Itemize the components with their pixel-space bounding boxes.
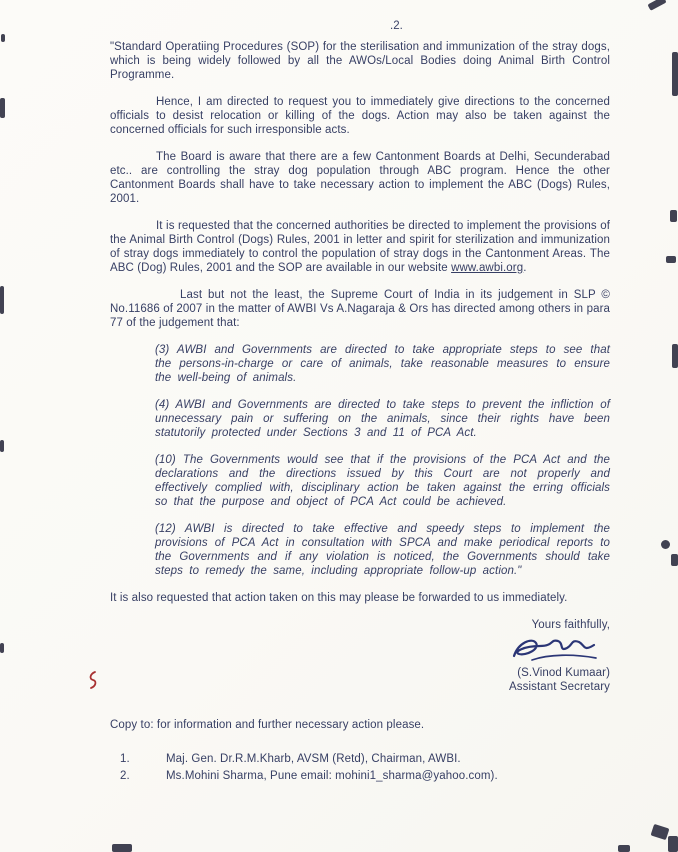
scan-artifact [672, 344, 678, 368]
scan-artifact [671, 554, 678, 566]
scan-artifact [1, 34, 5, 42]
copy-to-section [110, 718, 610, 783]
scan-artifact [661, 540, 670, 549]
signature-block [420, 618, 610, 694]
page-number: .2. [390, 20, 403, 32]
scan-artifact [668, 836, 678, 852]
signature-scribble [420, 634, 600, 666]
website-link[interactable]: www.awbi.org [451, 262, 524, 274]
copy-list-item-1 [120, 752, 610, 766]
judgement-quote-10: (10) The Governments would see that if the provisions of the PCA Act and the declarations and the directions issued by this Court are not properly and effectively complied with, disciplinary action be taken against the erring officials so that the purpose and object of PCA Act could be achieved. [155, 454, 610, 508]
scan-artifact [0, 286, 4, 314]
item-number: 2. [120, 770, 130, 782]
letter-body [110, 40, 610, 786]
red-pen-mark [86, 670, 100, 695]
paragraph-cantonment-boards: The Board is aware that there are a few Cantonment Boards at Delhi, Secunderabad etc.. are controlling the stray dog population through ABC program. Hence the other Cantonment Boards shall have to take necessary action to implement the ABC (Dogs) Rules, 2001. [110, 151, 610, 205]
item-number: 1. [120, 753, 130, 765]
scan-artifact [666, 256, 676, 263]
scan-artifact [618, 845, 630, 852]
paragraph-abc-rules [110, 219, 610, 275]
judgement-quote-4: (4) AWBI and Governments are directed to take steps to prevent the infliction of unnecessary pain or suffering on the animals, since their rights have been statutorily protected under Sections 3 and 11 of PCA Act. [155, 399, 610, 439]
scan-artifact [651, 824, 670, 840]
paragraph-abc-rules-period: . [523, 262, 527, 274]
scan-artifact [670, 210, 677, 222]
paragraph-sop: "Standard Operatiing Procedures (SOP) for the sterilisation and immunization of the stray dogs, which is being widely followed by all the AWOs/Local Bodies doing Animal Birth Control Programme. [110, 41, 610, 81]
item-text: Maj. Gen. Dr.R.M.Kharb, AVSM (Retd), Chairman, AWBI. [166, 753, 461, 765]
valediction: Yours faithfully, [531, 619, 610, 631]
item-text: Ms.Mohini Sharma, Pune email: mohini1_sharma@yahoo.com). [166, 770, 498, 782]
copy-to-list [120, 752, 610, 783]
scan-artifact [112, 844, 132, 852]
sender-title: Assistant Secretary [509, 681, 610, 693]
scan-artifact [0, 440, 4, 452]
paragraph-supreme-court: Last but not the least, the Supreme Court of India in its judgement in SLP © No.11686 of 2007 in the matter of AWBI Vs A.Nagaraja & Ors has directed among others in para 77 of the judgement that: [110, 289, 610, 329]
scan-artifact [0, 98, 5, 118]
judgement-quote-12: (12) AWBI is directed to take effective and speedy steps to implement the provisions of PCA Act in consultation with SPCA and make periodical reports to the Governments and if any violation is noticed, the Governments should take steps to remedy the same, including appropriate follow-up action." [155, 523, 610, 577]
paragraph-abc-rules-text: It is requested that the concerned authorities be directed to implement the provisions of the Animal Birth Control (Dogs) Rules, 2001 in letter and spirit for sterilization and immunization of stray dogs immediately to control the population of stray dogs in the Cantonment Areas. The ABC (Dog) Rules, 2001 and the SOP are available in our website [110, 220, 610, 274]
copy-to-heading: Copy to: for information and further necessary action please. [110, 719, 425, 731]
judgement-quote-3: (3) AWBI and Governments are directed to take appropriate steps to see that the persons-in-charge or care of animals, take reasonable measures to ensure the well-being of animals. [155, 344, 610, 384]
sender-name: (S.Vinod Kumaar) [517, 667, 610, 679]
paragraph-directions-request: Hence, I am directed to request you to immediately give directions to the concerned officials to desist relocation or killing of the dogs. Action may also be taken against the concerned officials for such irresponsible acts. [110, 96, 610, 136]
scan-artifact [672, 52, 678, 96]
scan-artifact [647, 0, 666, 11]
closing-line: It is also requested that action taken on this may please be forwarded to us immediately. [110, 592, 568, 604]
copy-list-item-2 [120, 769, 610, 783]
scan-artifact [0, 643, 4, 653]
